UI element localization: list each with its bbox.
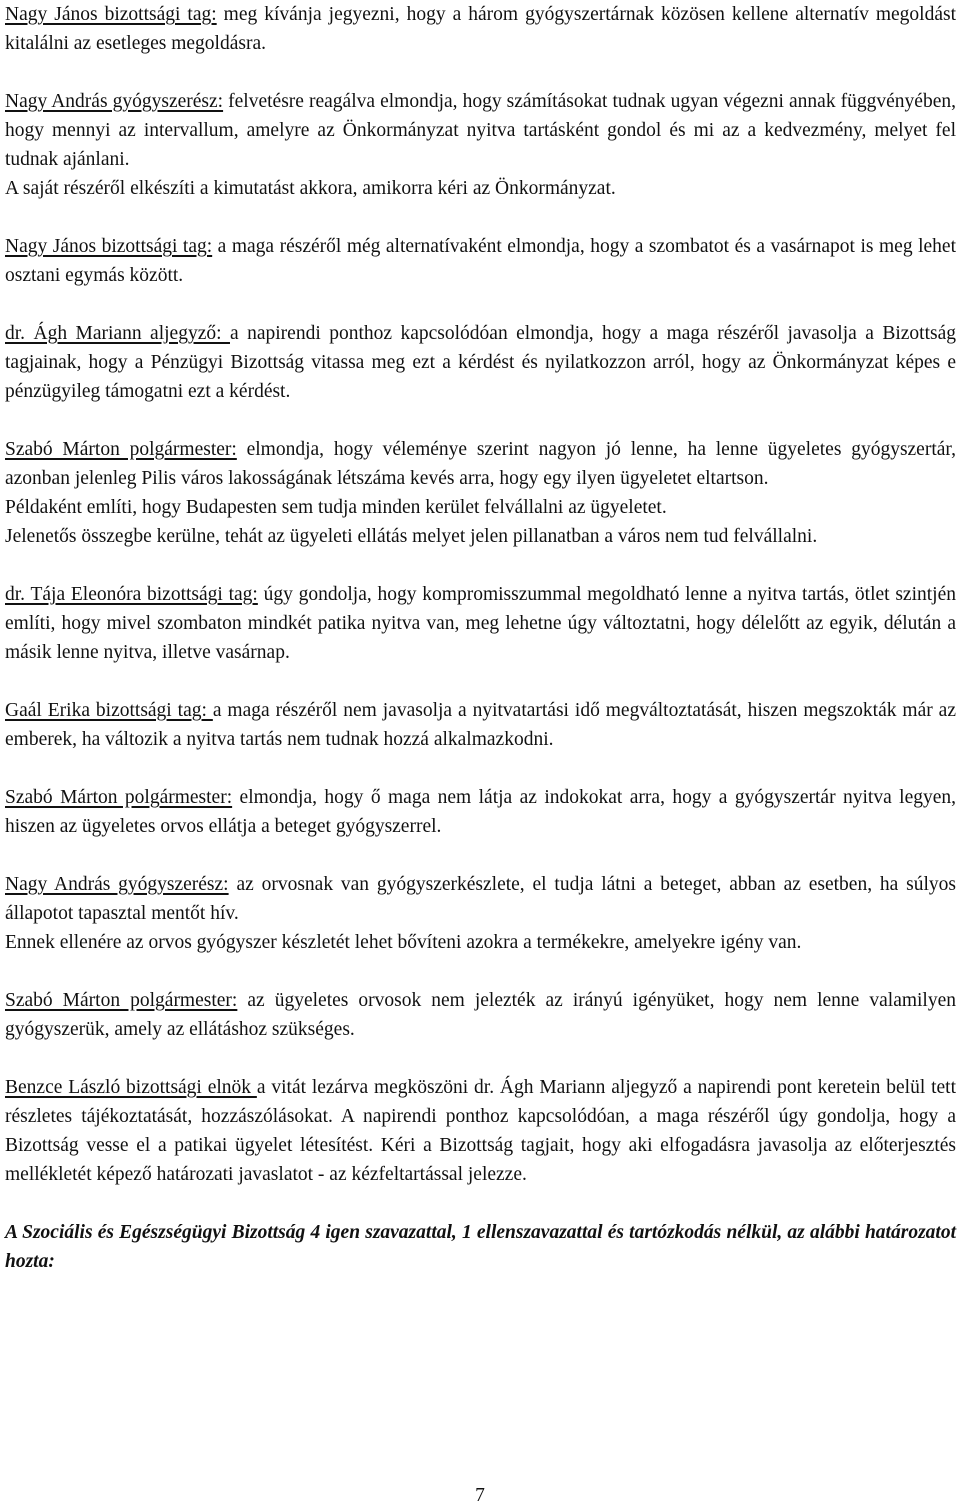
paragraph-text: meg kívánja jegyezni, hogy a három gyógyszertárnak közösen kellene alternatív megoldást kitalálni az esetleges megoldásra. <box>5 4 956 54</box>
paragraph-text: a vitát lezárva megköszöni dr. Ágh Mariann aljegyző a napirendi pont keretein belül tett részletes tájékoztatását, hozzászólásokat. A napirendi ponthoz kapcsolódóan, a maga részéről úgy gondolja, hogy a Bizottság vesse el a patikai ügyelet létesítést. Kéri a Bizottság tagjait, hogy aki elfogadásra javasolja az előterjesztés mellékletét képező határozati javaslatot - az kézfeltartással jelezze. <box>5 1077 956 1185</box>
speaker-name: dr. Ágh Mariann aljegyző: <box>5 323 230 344</box>
paragraph-text: a napirendi ponthoz kapcsolódóan elmondja, hogy a maga részéről javasolja a Bizottság tagjainak, hogy a Pénzügyi Bizottság vitassa meg ezt a kérdést és nyilatkozzon arról, hogy az Önkormányzat képes e pénzügyileg támogatni ezt a kérdést. <box>5 323 956 402</box>
paragraph-text: a maga részéről még alternatívaként elmondja, hogy a szombatot és a vasárnapot is meg lehet osztani egymás között. <box>5 236 956 286</box>
paragraph-continuation <box>5 928 956 957</box>
paragraph-nagy-janos-2 <box>5 232 956 290</box>
paragraph-text: az orvosnak van gyógyszerkészlete, el tudja látni a beteget, abban az esetben, ha súlyos állapotot tapasztal mentőt hív. <box>5 874 956 924</box>
paragraph-text: elmondja, hogy ő maga nem látja az indokokat arra, hogy a gyógyszertár nyitva legyen, hiszen az ügyeletes orvos ellátja a beteget gyógyszerrel. <box>5 787 956 837</box>
paragraph-szabo-marton-1 <box>5 435 956 493</box>
paragraph-continuation <box>5 174 956 203</box>
paragraph-text: Ennek ellenére az orvos gyógyszer készletét lehet bővíteni azokra a termékekre, amelyekre igény van. <box>5 932 802 953</box>
paragraph-benzce-laszlo <box>5 1073 956 1189</box>
speaker-name: Szabó Márton polgármester: <box>5 787 233 808</box>
paragraph-szabo-marton-3 <box>5 986 956 1044</box>
speaker-name: Nagy András gyógyszerész: <box>5 874 229 895</box>
speaker-name: Benzce László bizottsági elnök <box>5 1077 257 1098</box>
paragraph-text: Jelenetős összegbe kerülne, tehát az ügyeleti ellátás melyet jelen pillanatban a város nem tud felvállalni. <box>5 526 818 547</box>
page-number: 7 <box>475 1485 485 1506</box>
paragraph-text: a maga részéről nem javasolja a nyitvatartási idő megváltoztatását, hiszen megszokták már az emberek, ha változik a nyitva tartás nem tudnak hozzá alkalmazkodni. <box>5 700 956 750</box>
paragraph-nagy-janos-1 <box>5 0 956 58</box>
document-body <box>5 0 956 1276</box>
speaker-name: Nagy János bizottsági tag: <box>5 4 217 25</box>
paragraph-text: az ügyeletes orvosok nem jelezték az irányú igényüket, hogy nem lenne valamilyen gyógyszerük, amely az ellátáshoz szükséges. <box>5 990 957 1040</box>
paragraph-text: felvetésre reagálva elmondja, hogy számításokat tudnak ugyan végezni annak függvényében, hogy mennyi az intervallum, amelyre az Önkormányzat nyitva tartásként gondol és mi az a kedvezmény, melyet fel tudnak ajánlani. <box>5 91 956 170</box>
speaker-name: dr. Tája Eleonóra bizottsági tag: <box>5 584 258 605</box>
speaker-name: Nagy András gyógyszerész: <box>5 91 224 112</box>
paragraph-agh-mariann <box>5 319 956 406</box>
speaker-name: Gaál Erika bizottsági tag: <box>5 700 213 721</box>
speaker-name: Nagy János bizottsági tag: <box>5 236 213 257</box>
paragraph-continuation <box>5 493 956 522</box>
paragraph-text: úgy gondolja, hogy kompromisszummal megoldható lenne a nyitva tartás, ötlet szintjén említi, hogy mivel szombaton mindkét patika nyitva van, meg lehetne úgy változtatni, hogy délelőtt az egyik, délután a másik lenne nyitva, illetve vasárnap. <box>5 584 956 663</box>
paragraph-nagy-andras-1 <box>5 87 956 174</box>
paragraph-taja-eleonora <box>5 580 956 667</box>
paragraph-text: Példaként említi, hogy Budapesten sem tudja minden kerület felvállalni az ügyeletet. <box>5 497 667 518</box>
paragraph-text: A saját részéről elkészíti a kimutatást akkora, amikorra kéri az Önkormányzat. <box>5 178 616 199</box>
paragraph-nagy-andras-2 <box>5 870 956 928</box>
paragraph-szabo-marton-2 <box>5 783 956 841</box>
paragraph-continuation <box>5 522 956 551</box>
speaker-name: Szabó Márton polgármester: <box>5 990 238 1011</box>
paragraph-gaal-erika <box>5 696 956 754</box>
speaker-name: Szabó Márton polgármester: <box>5 439 237 460</box>
paragraph-text: elmondja, hogy véleménye szerint nagyon jó lenne, ha lenne ügyeletes gyógyszertár, azonban jelenleg Pilis város lakosságának létszáma kevés arra, hogy egy ilyen ügyeletet eltartson. <box>5 439 956 489</box>
resolution-statement: A Szociális és Egészségügyi Bizottság 4 igen szavazattal, 1 ellenszavazattal és tartózkodás nélkül, az alábbi határozatot hozta: <box>5 1222 956 1272</box>
